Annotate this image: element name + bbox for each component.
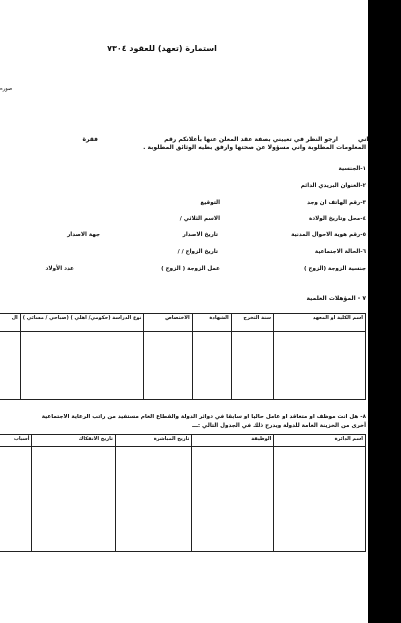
cell-specialization[interactable]: [144, 332, 192, 400]
spouse-work: عمل الزوجة ( الزوج ): [161, 266, 220, 272]
col-specialization: الاختصاص: [144, 314, 192, 332]
intro-line2: المعلومات المطلوبة واني مسؤولا عن صحتها وارفق بطيه الوثائق المطلوبة .: [143, 144, 366, 151]
col-end-date: تاريخ الانفكاك: [32, 435, 115, 447]
cell-job[interactable]: [192, 447, 274, 552]
col-department: اسم الدائرة: [274, 435, 366, 447]
intro-request: ارجو النظر في تعييني بصفة عقد المعلن عنها بأعلانكم رقم: [164, 136, 338, 143]
table-row: [0, 447, 366, 552]
col-partial: ال: [0, 314, 20, 332]
spouse-nationality: جنسية الزوجة (الزوج ): [303, 266, 366, 272]
field-issue-date: تاريخ الاصدار: [182, 232, 218, 238]
cell-reasons[interactable]: [0, 447, 32, 552]
field-full-name: الاسم الثلاثي /: [179, 216, 220, 222]
cell-end-date[interactable]: [32, 447, 115, 552]
photo-label: صوره: [0, 86, 13, 92]
cell-certificate[interactable]: [192, 332, 231, 400]
field-issue-authority: جهة الاصدار: [67, 232, 100, 238]
col-certificate: الشهادة: [192, 314, 231, 332]
table-row: [0, 332, 366, 400]
intro-iam: اني: [358, 136, 368, 143]
cell-college[interactable]: [274, 332, 366, 400]
form-title: استمارة (تعهد) للعقود ٧٣٠٤: [107, 44, 217, 53]
field-marriage-date: تاريخ الزواج / /: [177, 249, 218, 255]
field-birth: ٤-محل وتاريخ الولادة: [308, 216, 366, 222]
section7-title: ٧ - المؤهلات العلمية: [306, 295, 366, 302]
field-marital-status: ٦-الحالة الاجتماعية: [314, 249, 366, 255]
col-college: اسم الكلية او المعهد: [274, 314, 366, 332]
section8-line2: أخرى من الخزينة العامة للدولة ويدرج ذلك في الجدول التالي :ـــ: [192, 423, 366, 429]
col-reasons: أسباب: [0, 435, 32, 447]
cell-start-date[interactable]: [115, 447, 192, 552]
section8-line1: ٨- هل انت موظف او متعاقد او عامل حالياً او سابقاً في دوائر الدولة والقطاع العام مستفيد من راتب الرعاية الاجتماعية: [41, 414, 366, 420]
cell-study-type[interactable]: [20, 332, 144, 400]
field-phone: ٣-رقم الهاتف ان وجد: [307, 200, 366, 206]
cell-department[interactable]: [274, 447, 366, 552]
cell-partial[interactable]: [0, 332, 20, 400]
col-job: الوظيفة: [192, 435, 274, 447]
employment-table: [0, 434, 366, 552]
field-signature: التوقيع: [200, 200, 220, 206]
field-nationality: ١-الجنسية: [338, 166, 366, 172]
intro-paragraph: فقرة: [82, 136, 98, 143]
col-start-date: تاريخ المباشرة: [115, 435, 192, 447]
col-graduation-year: سنة التخرج: [231, 314, 273, 332]
cell-graduation-year[interactable]: [231, 332, 273, 400]
qualifications-table: [0, 313, 366, 400]
field-postal-address: ٢-العنوان البريدي الدائم: [300, 183, 366, 189]
field-id-number: ٥-رقم هوية الاحوال المدنية: [291, 232, 366, 238]
col-study-type: نوع الدراسة (حكومي/ اهلي ) (صباحي / مسائي ): [20, 314, 144, 332]
children-count: عدد الأولاد: [45, 266, 74, 272]
